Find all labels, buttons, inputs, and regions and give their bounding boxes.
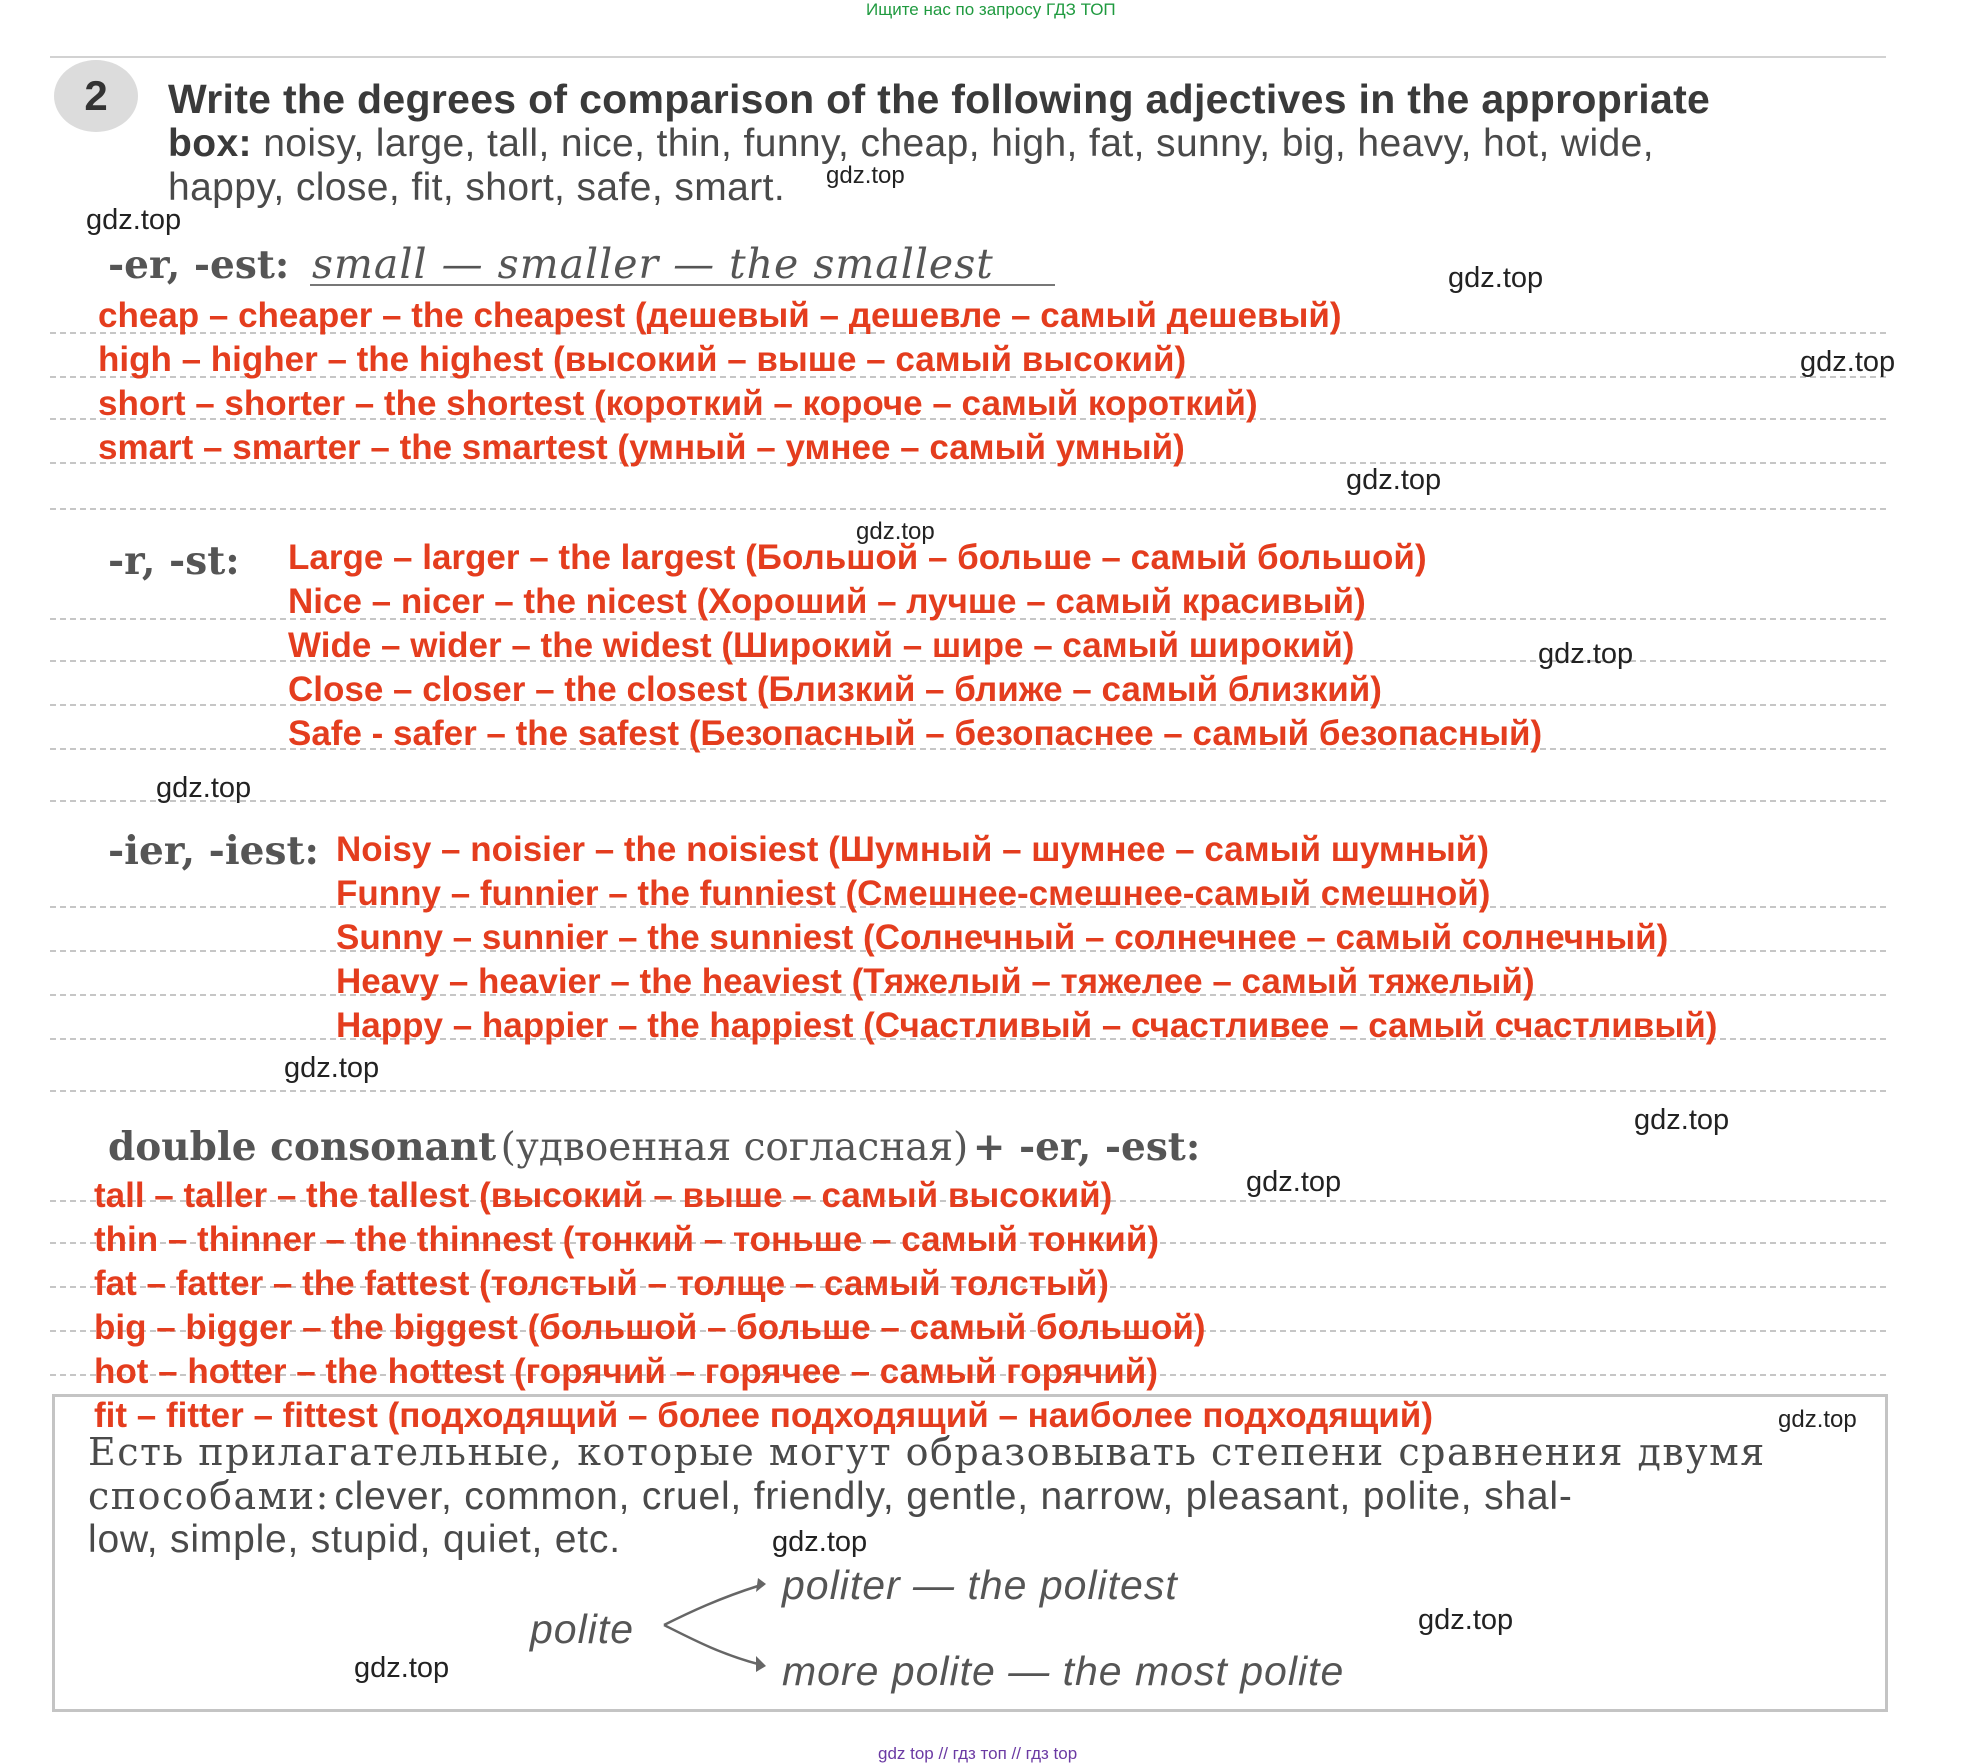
polite-form-1: politer — the politest [782,1562,1178,1608]
answer-line: high – higher – the highest (высокий – выше – самый высокий) [98,340,1187,379]
watermark: gdz.top [1634,1104,1730,1136]
task-word-list: noisy, large, tall, nice, thin, funny, cheap, high, fat, sunny, big, heavy, hot, wide, [263,122,1654,165]
answer-line: Happy – happier – the happiest (Счастливый – счастливее – самый счастливый) [336,1006,1718,1045]
watermark: gdz.top [1538,638,1634,670]
section-label-r-st: -r, -st: [108,538,240,584]
answer-line: Close – closer – the closest (Близкий – ближе – самый близкий) [288,670,1382,709]
watermark: gdz.top [1778,1406,1857,1433]
rule [50,800,1886,802]
note-line-2-prefix: способами: [88,1474,330,1518]
rule-top [50,56,1886,58]
double-label: double consonant [108,1124,497,1170]
section-label-double [108,1124,1200,1170]
section-label-ier-iest: -ier, -iest: [108,828,319,874]
example-underline [310,284,1055,286]
answer-line: Nice – nicer – the nicest (Хороший – лучше – самый красивый) [288,582,1366,621]
double-note: (удвоенная согласная) [500,1125,969,1170]
answer-line: Wide – wider – the widest (Широкий – шире – самый широкий) [288,626,1355,665]
bottom-footer[interactable]: gdz top // гдз топ // гдз top [878,1744,1078,1763]
note-line-2-rest: clever, common, cruel, friendly, gentle, narrow, pleasant, polite, shal- [334,1475,1573,1518]
branch-arrows-icon [660,1572,770,1678]
answer-line: Safe - safer – the safest (Безопасный – безопаснее – самый безопасный) [288,714,1543,753]
section-label-er-est: -er, -est: [108,242,290,288]
watermark: gdz.top [1418,1604,1514,1636]
watermark: gdz.top [1448,262,1544,294]
watermark: gdz.top [772,1526,868,1558]
top-banner[interactable]: Ищите нас по запросу ГДЗ ТОП [866,0,1116,19]
note-line-3: low, simple, stupid, quiet, etc. [88,1518,621,1561]
answer-line: fat – fatter – the fattest (толстый – толще – самый толстый) [94,1264,1109,1303]
example-small: small — smaller — the smallest [312,240,994,288]
watermark: gdz.top [284,1052,380,1084]
answer-line: hot – hotter – the hottest (горячий – горячее – самый горячий) [94,1352,1158,1391]
answer-line: Noisy – noisier – the noisiest (Шумный – шумнее – самый шумный) [336,830,1489,869]
task-line-2 [168,122,1654,166]
watermark: gdz.top [1346,464,1442,496]
task-title: Write the degrees of comparison of the following adjectives in the appropriate [168,76,1711,122]
watermark: gdz.top [86,204,182,236]
watermark: gdz.top [156,772,252,804]
answer-line: Sunny – sunnier – the sunniest (Солнечный – солнечнее – самый солнечный) [336,918,1669,957]
watermark: gdz.top [1800,346,1896,378]
task-number-badge: 2 [54,60,138,132]
task-line-3: happy, close, fit, short, safe, smart. [168,166,786,209]
watermark: gdz.top [354,1652,450,1684]
polite-form-2: more polite — the most polite [782,1648,1345,1694]
rule [50,508,1886,510]
answer-line: big – bigger – the biggest (большой – больше – самый большой) [94,1308,1206,1347]
note-line-2 [88,1474,1573,1519]
answer-line: Large – larger – the largest (Большой – больше – самый большой) [288,538,1427,577]
note-line-1: Есть прилагательные, которые могут образовывать степени сравнения двумя [88,1430,1766,1474]
polite-base: polite [530,1606,635,1652]
answer-line: thin – thinner – the thinnest (тонкий – тоньше – самый тонкий) [94,1220,1159,1259]
watermark: gdz.top [856,518,935,545]
answer-line: smart – smarter – the smartest (умный – умнее – самый умный) [98,428,1185,467]
answer-line: Funny – funnier – the funniest (Смешнее-смешнее-самый смешной) [336,874,1491,913]
watermark: gdz.top [1246,1166,1342,1198]
answer-line: cheap – cheaper – the cheapest (дешевый – дешевле – самый дешевый) [98,296,1342,335]
watermark: gdz.top [826,162,905,189]
answer-line: Heavy – heavier – the heaviest (Тяжелый – тяжелее – самый тяжелый) [336,962,1535,1001]
rule [50,1090,1886,1092]
task-box-word: box: [168,122,252,165]
answer-line: tall – taller – the tallest (высокий – выше – самый высокий) [94,1176,1113,1215]
answer-line: fit – fitter – fittest (подходящий – более подходящий – наиболее подходящий) [94,1396,1433,1435]
answer-line: short – shorter – the shortest (короткий – короче – самый короткий) [98,384,1258,423]
double-suffix: + -er, -est: [972,1124,1201,1170]
